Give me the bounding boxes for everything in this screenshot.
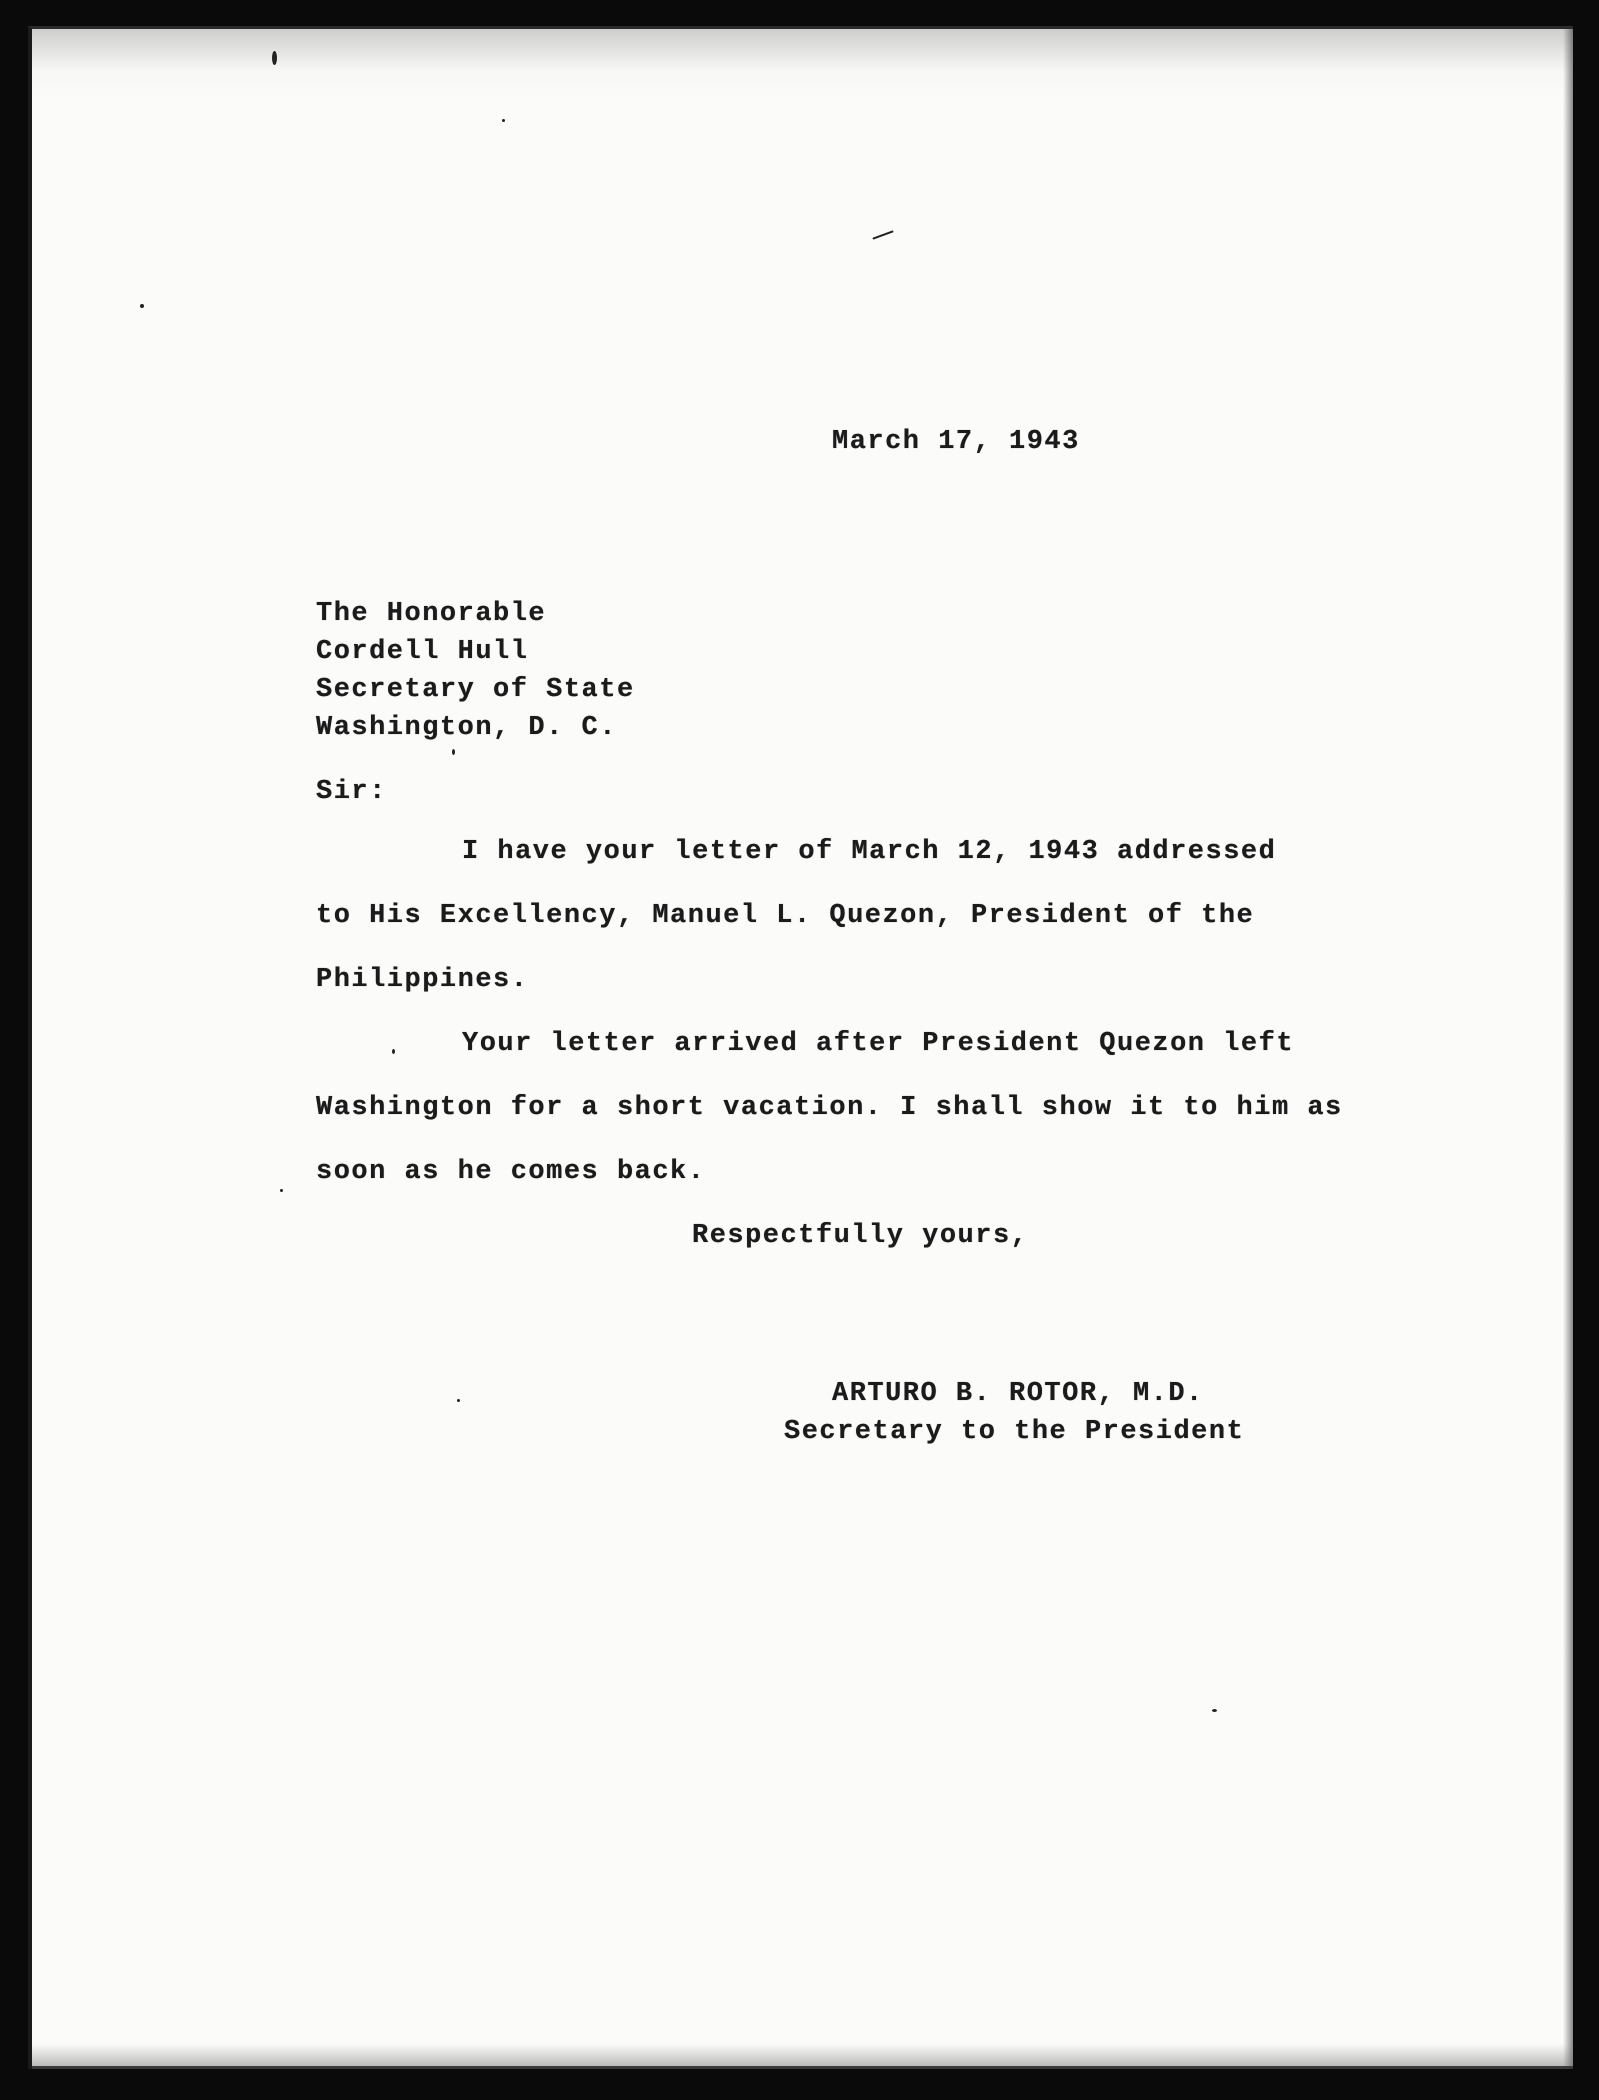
- speck: [502, 119, 505, 122]
- speck: [140, 304, 144, 308]
- salutation: Sir:: [316, 777, 387, 807]
- page-edge-shadow: [1563, 29, 1573, 2069]
- speck: [452, 749, 455, 755]
- body-paragraph-1-line-3: Philippines.: [316, 965, 529, 995]
- recipient-line-4: Washington, D. C.: [316, 713, 617, 743]
- speck: [272, 51, 277, 65]
- speck: [280, 1189, 283, 1192]
- speck: [872, 230, 893, 239]
- body-paragraph-2-line-1: Your letter arrived after President Quezon left: [462, 1029, 1295, 1059]
- body-paragraph-1-line-2: to His Excellency, Manuel L. Quezon, President of the: [316, 901, 1255, 931]
- recipient-line-1: The Honorable: [316, 599, 547, 629]
- letter-page: [28, 26, 1573, 2069]
- speck: [392, 1049, 395, 1054]
- body-paragraph-2-line-3: soon as he comes back.: [316, 1157, 706, 1187]
- speck: [457, 1399, 460, 1402]
- closing: Respectfully yours,: [692, 1221, 1029, 1251]
- recipient-line-2: Cordell Hull: [316, 637, 529, 667]
- body-paragraph-1-line-1: I have your letter of March 12, 1943 addressed: [462, 837, 1277, 867]
- signature-name: ARTURO B. ROTOR, M.D.: [832, 1379, 1204, 1409]
- recipient-line-3: Secretary of State: [316, 675, 635, 705]
- speck: [1212, 1709, 1217, 1712]
- signature-title: Secretary to the President: [784, 1417, 1245, 1447]
- body-paragraph-2-line-2: Washington for a short vacation. I shall show it to him as: [316, 1093, 1343, 1123]
- letter-date: March 17, 1943: [832, 427, 1080, 457]
